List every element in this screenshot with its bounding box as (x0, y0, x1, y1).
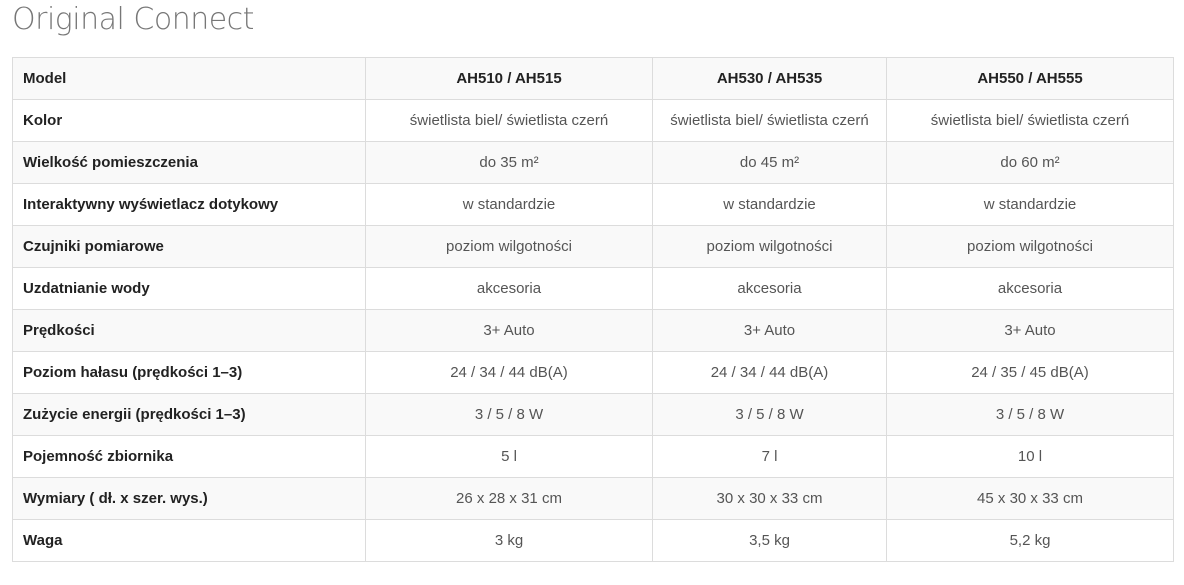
table-cell: 5,2 kg (887, 520, 1174, 562)
table-cell: 3 / 5 / 8 W (887, 394, 1174, 436)
table-row (13, 520, 1174, 562)
header-model-2: AH530 / AH535 (653, 58, 887, 100)
row-label: Prędkości (13, 310, 366, 352)
table-cell: 10 l (887, 436, 1174, 478)
table-row (13, 478, 1174, 520)
table-cell: akcesoria (887, 268, 1174, 310)
table-cell: 45 x 30 x 33 cm (887, 478, 1174, 520)
table-row (13, 352, 1174, 394)
spec-table-body (13, 58, 1174, 562)
table-cell: w standardzie (887, 184, 1174, 226)
row-label: Wymiary ( dł. x szer. wys.) (13, 478, 366, 520)
table-cell: poziom wilgotności (366, 226, 653, 268)
table-cell: świetlista biel/ świetlista czerń (887, 100, 1174, 142)
table-cell: poziom wilgotności (887, 226, 1174, 268)
table-cell: do 35 m² (366, 142, 653, 184)
header-model-3: AH550 / AH555 (887, 58, 1174, 100)
table-cell: 3 kg (366, 520, 653, 562)
table-row (13, 184, 1174, 226)
spec-table (12, 57, 1174, 562)
table-cell: akcesoria (653, 268, 887, 310)
table-cell: 5 l (366, 436, 653, 478)
row-label: Wielkość pomieszczenia (13, 142, 366, 184)
table-cell: w standardzie (366, 184, 653, 226)
table-cell: w standardzie (653, 184, 887, 226)
table-cell: poziom wilgotności (653, 226, 887, 268)
table-cell: 24 / 34 / 44 dB(A) (653, 352, 887, 394)
table-row (13, 394, 1174, 436)
table-row (13, 100, 1174, 142)
row-label: Czujniki pomiarowe (13, 226, 366, 268)
table-cell: 3+ Auto (366, 310, 653, 352)
row-label: Zużycie energii (prędkości 1–3) (13, 394, 366, 436)
table-cell: 3 / 5 / 8 W (653, 394, 887, 436)
row-label: Poziom hałasu (prędkości 1–3) (13, 352, 366, 394)
row-label: Interaktywny wyświetlacz dotykowy (13, 184, 366, 226)
table-cell: 30 x 30 x 33 cm (653, 478, 887, 520)
table-cell: 3+ Auto (887, 310, 1174, 352)
table-cell: świetlista biel/ świetlista czerń (653, 100, 887, 142)
table-row (13, 142, 1174, 184)
table-row (13, 268, 1174, 310)
table-cell: do 45 m² (653, 142, 887, 184)
table-row (13, 226, 1174, 268)
page-title: Original Connect (12, 2, 254, 37)
row-label: Uzdatnianie wody (13, 268, 366, 310)
row-label: Kolor (13, 100, 366, 142)
header-model-label: Model (13, 58, 366, 100)
table-cell: 26 x 28 x 31 cm (366, 478, 653, 520)
row-label: Pojemność zbiornika (13, 436, 366, 478)
table-cell: akcesoria (366, 268, 653, 310)
table-header-row (13, 58, 1174, 100)
table-row (13, 436, 1174, 478)
table-row (13, 310, 1174, 352)
table-cell: 3+ Auto (653, 310, 887, 352)
header-model-1: AH510 / AH515 (366, 58, 653, 100)
table-cell: 3,5 kg (653, 520, 887, 562)
table-cell: do 60 m² (887, 142, 1174, 184)
table-cell: 3 / 5 / 8 W (366, 394, 653, 436)
table-cell: 24 / 34 / 44 dB(A) (366, 352, 653, 394)
table-cell: 7 l (653, 436, 887, 478)
table-cell: 24 / 35 / 45 dB(A) (887, 352, 1174, 394)
table-cell: świetlista biel/ świetlista czerń (366, 100, 653, 142)
row-label: Waga (13, 520, 366, 562)
